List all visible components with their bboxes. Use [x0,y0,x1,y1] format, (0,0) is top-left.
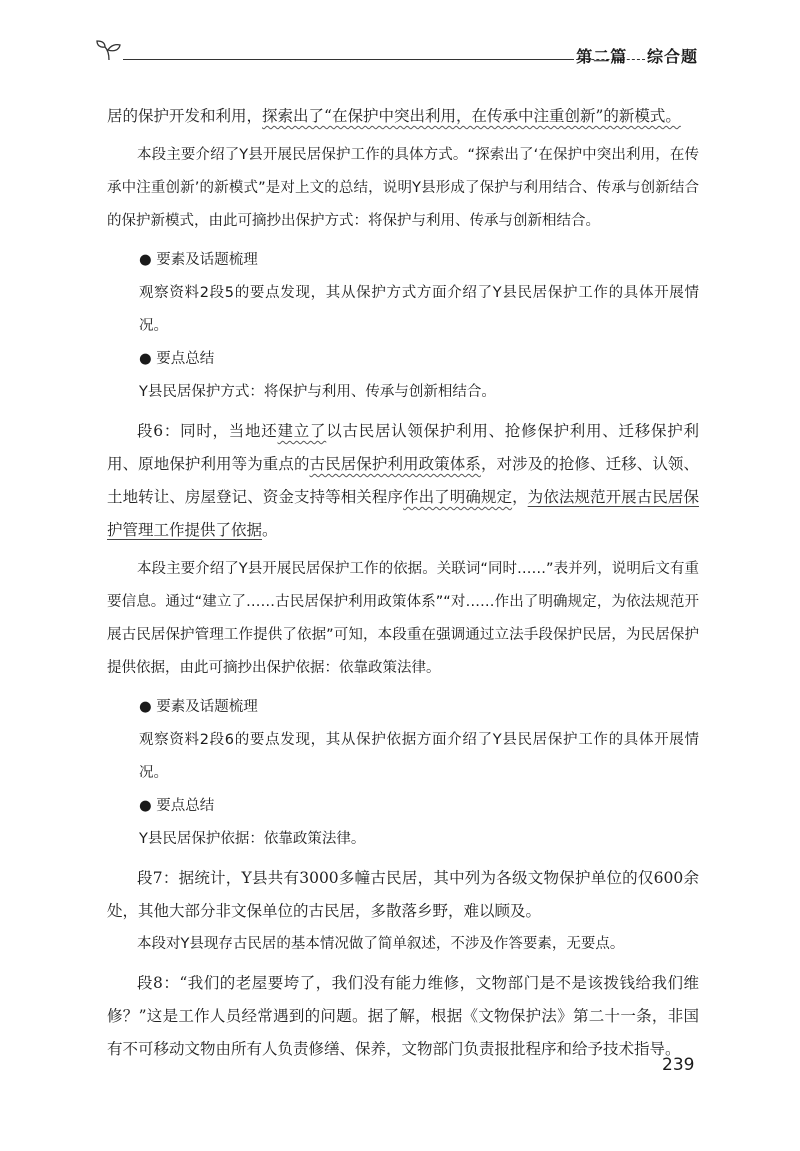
section-heading: ● 要点总结 [139,351,215,367]
text-run: ，对涉及的抢修、迁移、认领、土地转让、房屋登记、资金支持等相关程序 [107,455,699,506]
highlighted-phrase: 古民居保护利用政策体系 [309,455,481,473]
header-title [576,44,698,67]
analysis-paragraph: 观察资料2段6的要点发现，其从保护依据方面介绍了Y县民居保护工作的具体开展情况。 [139,732,699,781]
sprout-icon [95,38,123,62]
section-label: 第二篇 [576,47,628,66]
summary-text: Y县民居保护依据：依靠政策法律。 [139,831,366,847]
chapter-title: 综合题 [646,47,698,66]
section-heading: ● 要素及话题梳理 [139,252,258,268]
source-paragraph: 段7：据统计，Y县共有3000多幢古民居，其中列为各级文物保护单位的仅600余处，其他大部分非文保单位的古民居，多散落乡野，难以顾及。 [107,869,699,920]
summary-text: Y县民居保护方式：将保护与利用、传承与创新相结合。 [139,384,496,400]
source-paragraph [107,415,699,547]
section-heading: ● 要素及话题梳理 [139,699,258,715]
analysis-paragraph: 观察资料2段5的要点发现，其从保护方式方面介绍了Y县民居保护工作的具体开展情况。 [139,285,699,334]
source-paragraph: 段8：“我们的老屋要垮了，我们没有能力维修，文物部门是不是该拨钱给我们维修？”这是工作人员经常遇到的问题。据了解，根据《文物保护法》第二十一条，非国有不可移动文物由所有人负责修缮、保养，文物部门负责报批程序和给予技术指导。 [107,974,699,1058]
page-content [107,100,699,1066]
highlighted-phrase: 建立了 [277,422,327,440]
text-run: 。 [262,521,278,539]
text-run: 居的保护开发和利用， [107,107,263,125]
analysis-paragraph: 本段主要介绍了Y县开展民居保护工作的依据。关联词“同时……”表并列，说明后文有重要信息。通过“建立了……古民居保护利用政策体系”“对……作出了明确规定，为依法规范开展古民居保护管理工作提供了依据”可知，本段重在强调通过立法手段保护民居，为民居保护提供依据，由此可摘抄出保护依据：依靠政策法律。 [107,561,699,676]
page-number: 239 [662,1055,695,1075]
text-run: 以古民居认领保护利用、抢修保护利用、迁移保护利用、原地保护利用等为重点的 [107,422,699,473]
section-heading: ● 要点总结 [139,798,215,814]
text-run: ， [512,488,528,506]
paragraph [107,100,699,133]
text-run: 段6：同时，当地还 [137,422,278,440]
underlined-phrase: 为依法规范开展古民居保护管理工作提供了依据 [107,488,699,539]
analysis-paragraph: 本段对Y县现存古民居的基本情况做了简单叙述，不涉及作答要素，无要点。 [137,936,625,952]
highlighted-phrase: 探索出了“在保护中突出利用，在传承中注重创新”的新模式。 [262,107,681,125]
header-rule [123,59,571,60]
page-header [95,34,700,70]
analysis-paragraph: 本段主要介绍了Y县开展民居保护工作的具体方式。“探索出了‘在保护中突出利用，在传承中注重创新’的新模式”是对上文的总结，说明Y县形成了保护与利用结合、传承与创新结合的保护新模式，由此可摘抄出保护方式：将保护与利用、传承与创新相结合。 [107,147,699,229]
highlighted-phrase: 作出了明确规定 [403,488,513,506]
